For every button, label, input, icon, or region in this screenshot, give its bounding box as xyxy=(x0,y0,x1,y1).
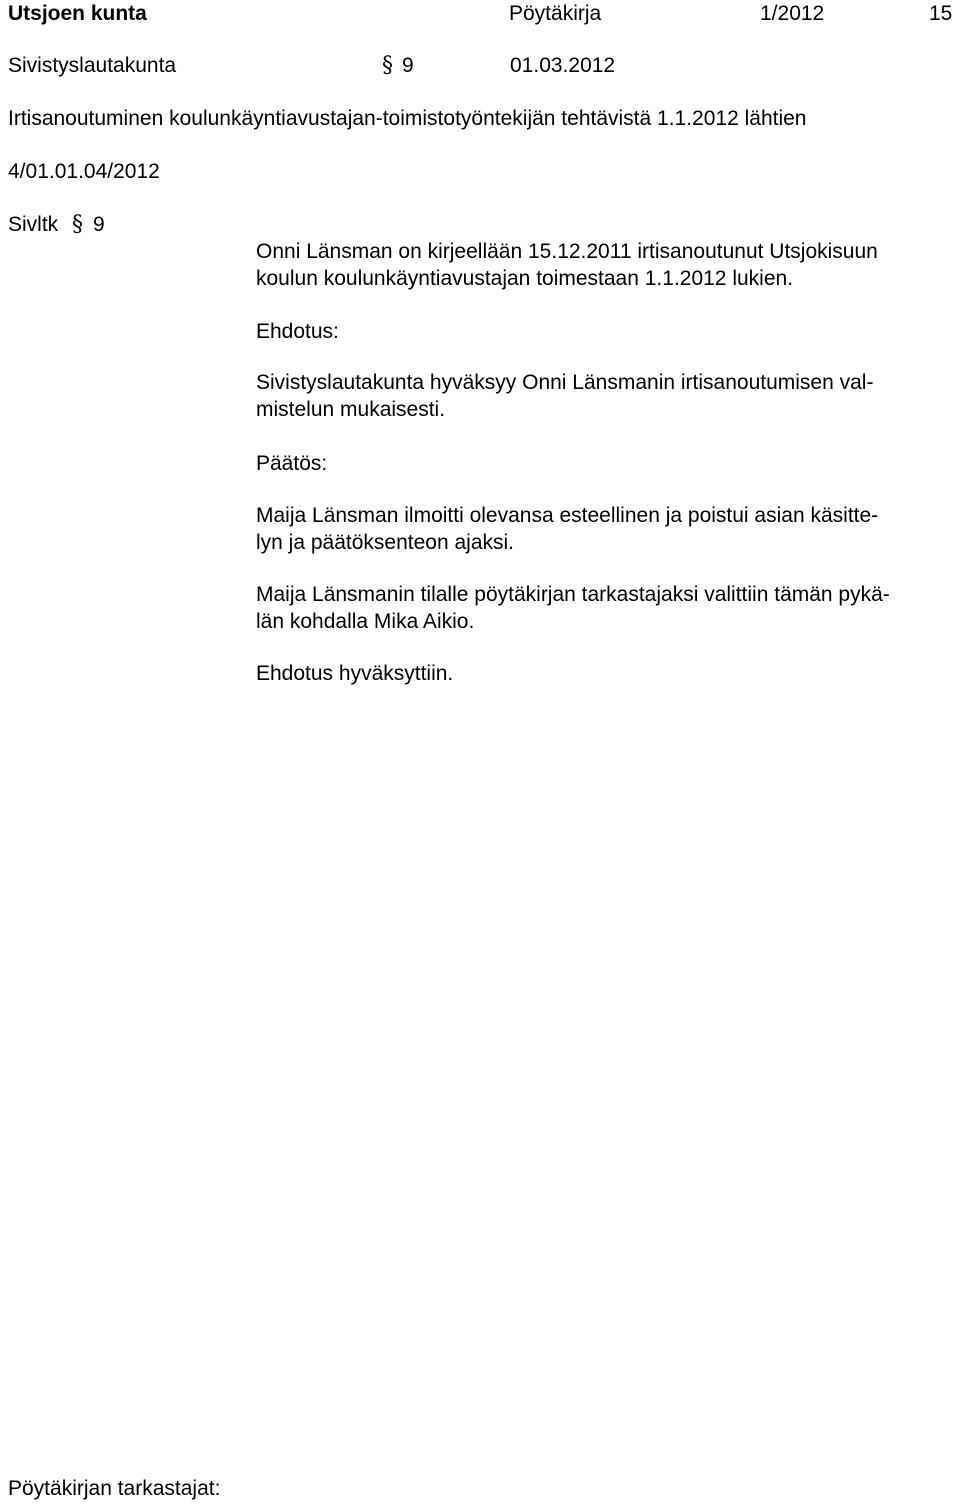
subject-reference: 4/01.01.04/2012 xyxy=(8,160,160,183)
proposal-text xyxy=(256,369,946,423)
description-line: Onni Länsman on kirjeellään 15.12.2011 irtisanoutunut Utsjokisuun xyxy=(256,240,878,263)
decision-label: Päätös: xyxy=(256,452,328,475)
proposal-line: Sivistyslautakunta hyväksyy Onni Länsmanin irtisanoutumisen val- xyxy=(256,371,874,394)
item-section-number: 9 xyxy=(93,213,105,236)
decision-line: län kohdalla Mika Aikio. xyxy=(256,610,475,633)
board-name: Sivistyslautakunta xyxy=(8,54,177,77)
section-number: 9 xyxy=(402,54,414,77)
decision-paragraph-2 xyxy=(256,581,946,635)
decision-line: Maija Länsmanin tilalle pöytäkirjan tarkastajaksi valittiin tämän pykä- xyxy=(256,583,890,606)
page-number: 15 xyxy=(929,2,953,25)
document-number: 1/2012 xyxy=(760,2,825,25)
decision-paragraph-3: Ehdotus hyväksyttiin. xyxy=(256,662,454,685)
item-body-abbrev: Sivltk xyxy=(8,213,59,236)
decision-line: Maija Länsman ilmoitti olevansa esteellinen ja poistui asian käsitte- xyxy=(256,504,879,527)
proposal-label: Ehdotus: xyxy=(256,320,339,343)
document-type: Pöytäkirja xyxy=(509,2,602,25)
municipality-name: Utsjoen kunta xyxy=(8,2,147,25)
meeting-date: 01.03.2012 xyxy=(510,54,616,77)
reviewers-label: Pöytäkirjan tarkastajat: xyxy=(8,1477,221,1500)
description-line: koulun koulunkäyntiavustajan toimestaan 1.1.2012 lukien. xyxy=(256,267,794,290)
item-description xyxy=(256,238,946,292)
item-section-sign-icon: § xyxy=(72,212,83,237)
proposal-line: mistelun mukaisesti. xyxy=(256,398,446,421)
section-sign-icon: § xyxy=(382,53,393,78)
subject-title: Irtisanoutuminen koulunkäyntiavustajan-toimistotyöntekijän tehtävistä 1.1.2012 lähtien xyxy=(8,107,807,130)
decision-line: lyn ja päätöksenteon ajaksi. xyxy=(256,531,514,554)
decision-paragraph-1 xyxy=(256,502,946,556)
